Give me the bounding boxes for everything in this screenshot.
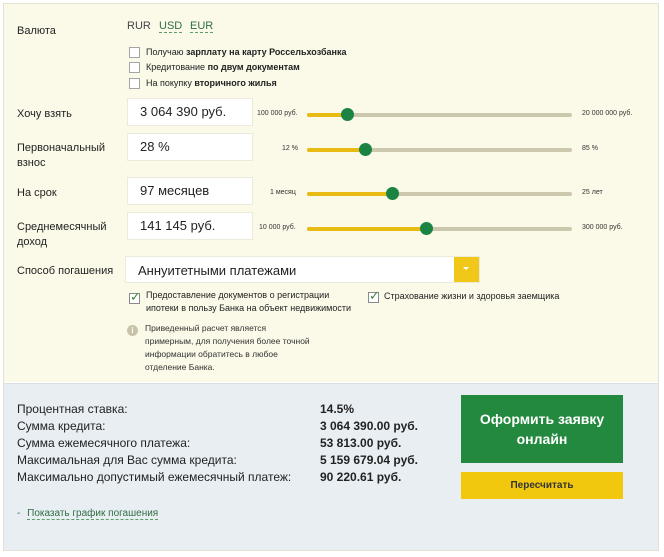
downpayment-max: 85 %	[582, 145, 598, 152]
interest-rate-label: Процентная ставка:	[17, 402, 128, 416]
show-schedule-link[interactable]: Показать график погашения	[27, 508, 159, 519]
income-slider[interactable]	[307, 227, 572, 231]
registration-docs-label: Предоставление документов о регистрации ипотеки в пользу Банка на объект недвижимости	[146, 290, 352, 313]
term-max: 25 лет	[582, 189, 603, 196]
salary-card-checkbox[interactable]	[129, 47, 140, 58]
term-input[interactable]: 97 месяцев	[127, 177, 253, 205]
term-slider[interactable]	[307, 192, 572, 196]
amount-min: 100 000 руб.	[257, 110, 298, 117]
max-loan-value: 5 159 679.04 руб.	[320, 453, 418, 467]
amount-max: 20 000 000 руб.	[582, 110, 633, 117]
downpayment-slider[interactable]	[307, 148, 572, 152]
checkmark-icon: ✓	[369, 288, 380, 303]
checkmark-icon: ✓	[130, 289, 141, 304]
chevron-down-icon	[463, 267, 469, 270]
loan-amount-value: 3 064 390.00 руб.	[320, 419, 418, 433]
results-labels	[17, 401, 291, 486]
downpayment-slider-fill	[307, 148, 365, 152]
secondary-housing-label: На покупку вторичного жилья	[146, 78, 277, 88]
apply-online-button[interactable]: Оформить заявку онлайн	[461, 395, 623, 463]
monthly-payment-label: Сумма ежемесячного платежа:	[17, 436, 191, 450]
results-values	[320, 401, 418, 486]
max-loan-label: Максимальная для Вас сумма кредита:	[17, 453, 237, 467]
loan-amount-label: Сумма кредита:	[17, 419, 106, 433]
downpayment-input[interactable]: 28 %	[127, 133, 253, 161]
currency-eur[interactable]: EUR	[190, 20, 214, 32]
term-min: 1 месяц	[270, 189, 296, 196]
life-insurance-label: Страхование жизни и здоровья заемщика	[384, 291, 560, 301]
salary-card-label: Получаю зарплату на карту Россельхозбанка	[146, 47, 347, 57]
term-label: На срок	[17, 187, 57, 199]
repayment-select[interactable]	[125, 256, 480, 283]
repayment-dropdown-button[interactable]	[454, 257, 479, 282]
income-slider-fill	[307, 227, 426, 231]
amount-slider-handle[interactable]	[341, 108, 354, 121]
income-label: Среднемесячный доход	[17, 221, 107, 248]
max-monthly-payment-value: 90 220.61 руб.	[320, 470, 402, 484]
term-slider-handle[interactable]	[386, 187, 399, 200]
repayment-label: Способ погашения	[17, 265, 114, 277]
income-max: 300 000 руб.	[582, 224, 623, 231]
schedule-bullet: -	[17, 508, 21, 519]
currency-rur[interactable]: RUR	[127, 20, 151, 32]
term-slider-fill	[307, 192, 392, 196]
monthly-payment-value: 53 813.00 руб.	[320, 436, 402, 450]
amount-label: Хочу взять	[17, 108, 72, 120]
secondary-housing-checkbox[interactable]	[129, 78, 140, 89]
two-documents-checkbox[interactable]	[129, 62, 140, 73]
two-documents-label: Кредитование по двум документам	[146, 62, 300, 72]
income-min: 10 000 руб.	[259, 224, 296, 231]
downpayment-label: Первоначальный взнос	[17, 142, 106, 169]
income-input[interactable]: 141 145 руб.	[127, 212, 253, 240]
interest-rate-value: 14.5%	[320, 402, 355, 416]
downpayment-min: 12 %	[282, 145, 298, 152]
repayment-selected-value: Аннуитетными платежами	[138, 263, 297, 278]
disclaimer-note: Приведенный расчет является примерным, для получения более точной информации обратитесь в любое отделение Банка.	[145, 323, 310, 372]
recalculate-button[interactable]: Пересчитать	[461, 472, 623, 499]
registration-docs-checkbox[interactable]	[129, 289, 141, 304]
info-icon: i	[127, 325, 138, 336]
amount-input[interactable]: 3 064 390 руб.	[127, 98, 253, 126]
amount-slider[interactable]	[307, 113, 572, 117]
max-monthly-payment-label: Максимально допустимый ежемесячный платеж:	[17, 470, 292, 484]
currency-usd[interactable]: USD	[159, 20, 183, 32]
currency-label: Валюта	[17, 25, 56, 37]
life-insurance-checkbox[interactable]	[368, 288, 380, 303]
schedule-link-wrapper	[17, 508, 158, 519]
